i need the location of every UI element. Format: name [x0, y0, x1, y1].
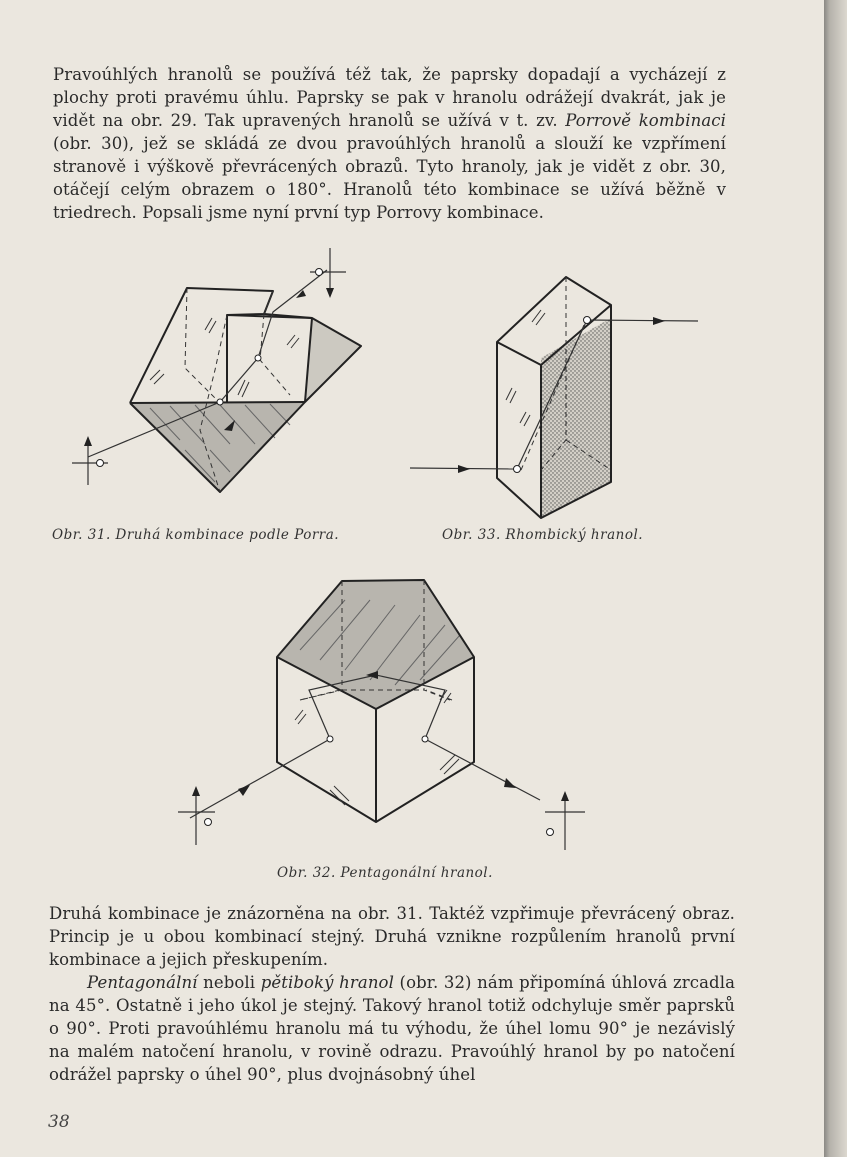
figure-32-pentagonal-prism [178, 580, 585, 850]
text-fragment: (obr. 32) nám připomíná úhlová zrcadla na 45°. Ostatně i jeho úkol je stejný. Takový hranol totiž odchyluje směr paprsků o 90°. Proti pravoúhlému hranolu má tu výhodu, že úhel lomu 90° je nezávislý na malém natočení hranolu, v rovině odrazu. Pravoúhlý hranol by po natočení odrážel paprsky o úhel 90°, plus dvojnásobný úhel [49, 973, 736, 1084]
figure-33-caption: Obr. 33. Rhombický hranol. [442, 527, 644, 543]
prism-shaded-face [130, 402, 305, 492]
figure-31-caption: Obr. 31. Druhá kombinace podle Porra. [52, 527, 340, 543]
figure-31-porro-prisms [72, 248, 361, 492]
figure-33-rhombic-prism [410, 277, 698, 518]
emphasis-five-sided-prism: pětiboký hranol [260, 973, 394, 992]
emphasis-porro-combination: Porrově kombinaci [565, 111, 726, 130]
paragraph-pentagonal-prism [49, 902, 735, 1086]
emphasis-pentagonal: Pentagonální [87, 973, 198, 992]
figure-32-caption: Obr. 32. Pentagonální hranol. [277, 865, 493, 881]
paragraph-pentagonal-text [49, 971, 735, 1086]
page-number: 38 [48, 1112, 70, 1132]
paragraph-text-continued: (obr. 30), jež se skládá ze dvou pravoúhlých hranolů a slouží ke vzpřímení stranově i výškově převrácených obrazů. Tyto hranoly, jak je vidět z obr. 30, otáčejí celým obrazem o 180°. Hranolů této kombinace se užívá běžně v triedrech. Popsali jsme nyní první typ Porrovy kombinace. [53, 134, 726, 222]
text-fragment: neboli [197, 973, 261, 992]
paragraph-second-combination: Druhá kombinace je znázorněna na obr. 31. Taktéž vzpřimuje převrácený obraz. Princip je u obou kombinací stejný. Druhá vznikne rozpůlením hranolů první kombinace a jejich přeskupením. [49, 904, 735, 969]
paragraph-text: Pravoúhlých hranolů se používá též tak, že paprsky dopadají a vycházejí z plochy proti pravému úhlu. Paprsky se pak v hranolu odrážejí dvakrát, jak je vidět na obr. 29. Tak upravených hranolů se užívá v t. zv. [53, 65, 726, 130]
